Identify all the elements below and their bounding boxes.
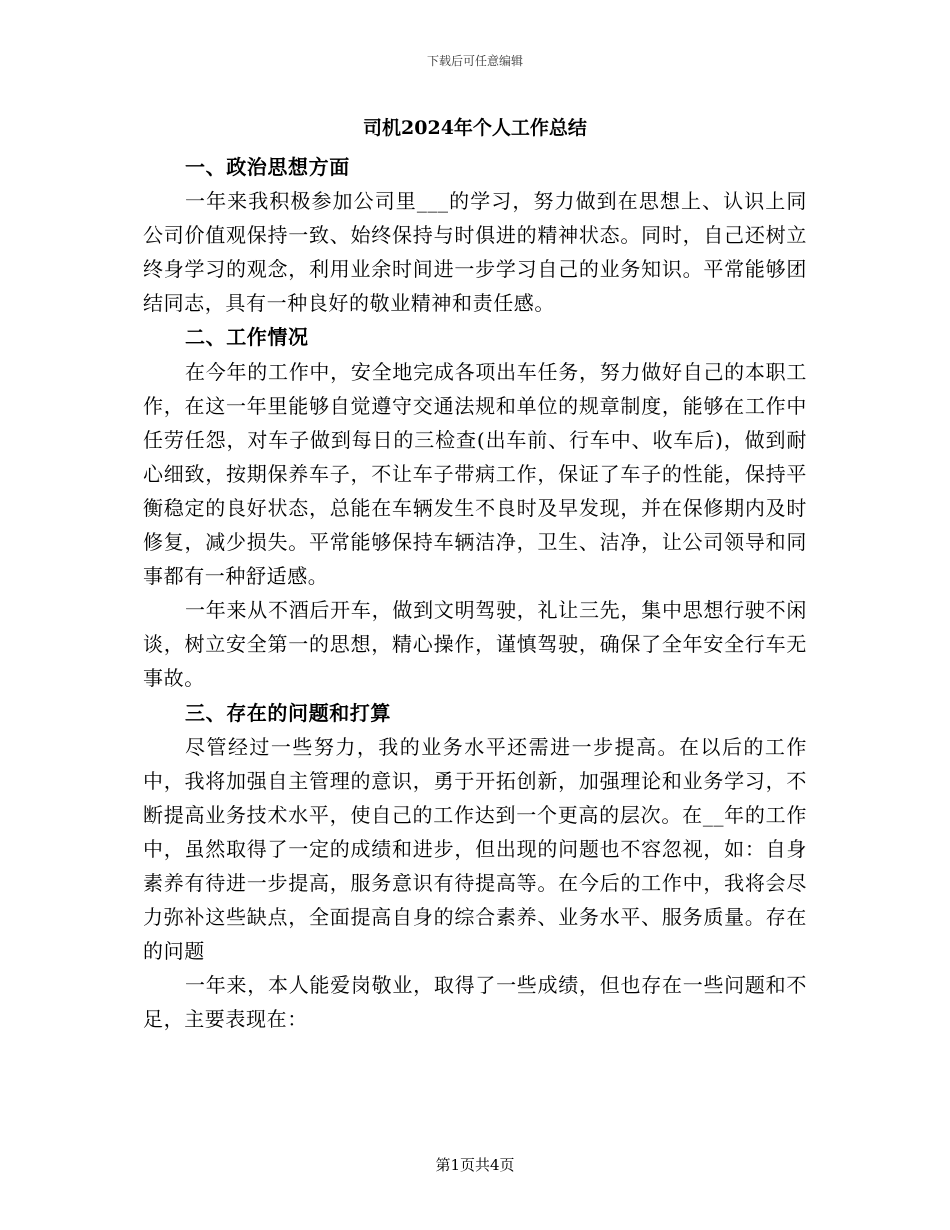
- body-paragraph: 在今年的工作中，安全地完成各项出车任务，努力做好自己的本职工作，在这一年里能够自觉遵守交通法规和单位的规章制度，能够在工作中任劳任怨，对车子做到每日的三检查(出车前、行车中、收车后)，做到耐心细致，按期保养车子，不让车子带病工作，保证了车子的性能，保持平衡稳定的良好状态，总能在车辆发生不良时及早发现，并在保修期内及时修复，减少损失。平常能够保持车辆洁净，卫生、洁净，让公司领导和同事都有一种舒适感。: [143, 359, 807, 589]
- section-political-thought: [143, 150, 807, 320]
- body-paragraph: 一年来我积极参加公司里___的学习，努力做到在思想上、认识上同公司价值观保持一致、始终保持与时俱进的精神状态。同时，自己还树立终身学习的观念，利用业余时间进一步学习自己的业务知识。平常能够团结同志，具有一种良好的敬业精神和责任感。: [143, 189, 807, 316]
- document-body: [143, 150, 807, 1036]
- document-title: 司机2024年个人工作总结: [363, 117, 587, 139]
- body-paragraph: 一年来，本人能爱岗敬业，取得了一些成绩，但也存在一些问题和不足，主要表现在：: [143, 973, 807, 1032]
- page-number: 第1页共4页: [435, 1156, 515, 1174]
- section-heading: 三、存在的问题和打算: [185, 700, 391, 725]
- body-paragraph: 尽管经过一些努力，我的业务水平还需进一步提高。在以后的工作中，我将加强自主管理的意识，勇于开拓创新，加强理论和业务学习，不断提高业务技术水平，使自己的工作达到一个更高的层次。在__年的工作中，虽然取得了一定的成绩和进步，但出现的问题也不容忽视，如：自身素养有待进一步提高，服务意识有待提高等。在今后的工作中，我将会尽力弥补这些缺点，全面提高自身的综合素养、业务水平、服务质量。存在的问题: [143, 734, 807, 964]
- section-heading: 一、政治思想方面: [185, 155, 350, 179]
- section-heading: 二、工作情况: [185, 325, 309, 350]
- page-header-note: 下载后可任意编辑: [426, 54, 523, 68]
- section-work-situation: [143, 320, 807, 695]
- body-paragraph: 一年来从不酒后开车，做到文明驾驶，礼让三先，集中思想行驶不闲谈，树立安全第一的思想，精心操作，谨慎驾驶，确保了全年安全行车无事故。: [143, 598, 807, 691]
- section-problems-and-plans: [143, 696, 807, 1037]
